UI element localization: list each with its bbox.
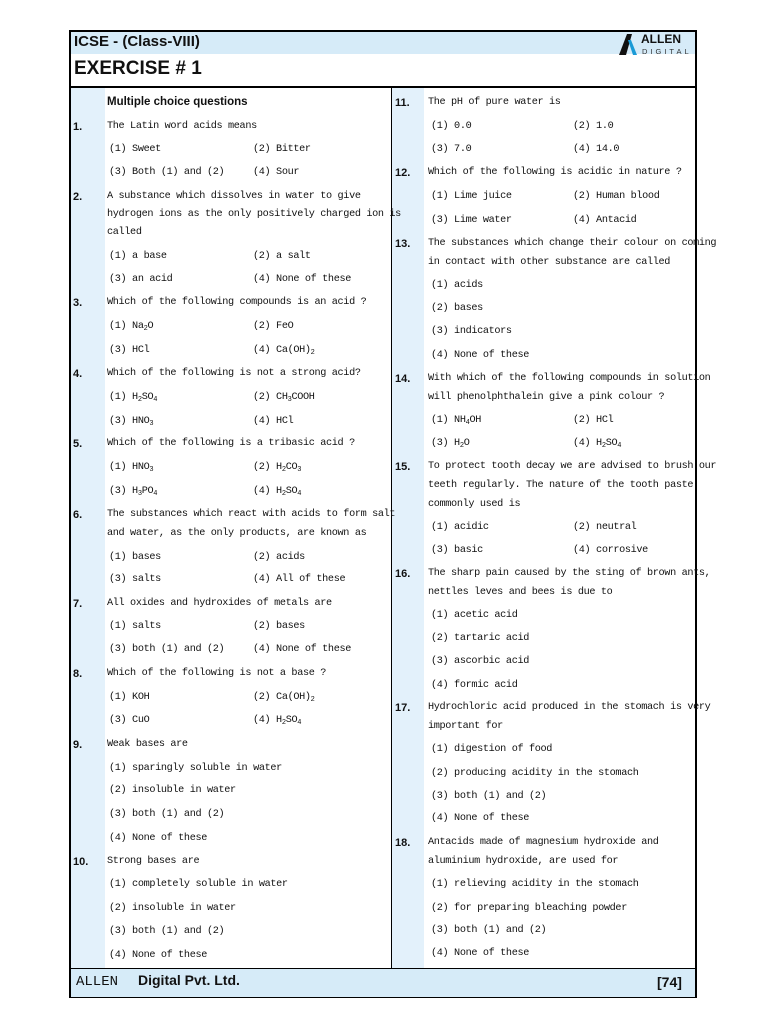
question-text: Which of the following is a tribasic acid ? <box>107 438 355 449</box>
answer-option: (2) HCl <box>573 415 614 426</box>
allen-digital-logo <box>618 31 696 57</box>
answer-option: (1) Lime juice <box>431 191 512 202</box>
question-text: To protect tooth decay we are advised to brush our <box>428 461 717 472</box>
question-text: will phenolphthalein give a pink colour ? <box>428 392 665 403</box>
question-text: called <box>107 227 142 238</box>
answer-option: (1) salts <box>109 621 161 632</box>
question-text: nettles leves and bees is due to <box>428 587 613 598</box>
answer-option: (3) both (1) and (2) <box>431 791 547 802</box>
question-text: important for <box>428 721 503 732</box>
answer-option: (2) tartaric acid <box>431 633 529 644</box>
question-text: teeth regularly. The nature of the tooth paste <box>428 480 694 491</box>
answer-option: (2) $H_2CO_3$ <box>253 462 302 474</box>
question-number: 13. <box>395 238 411 250</box>
answer-option: (2) $Ca(OH)_2$ <box>253 692 315 704</box>
answer-option: (2) a salt <box>253 251 311 262</box>
footer-company: Digital Pvt. Ltd. <box>138 972 240 988</box>
question-number: 7. <box>73 598 83 610</box>
footer-brand: ALLEN <box>76 974 119 990</box>
answer-option: (1) $Na_2O$ <box>109 321 154 333</box>
answer-option: (4) $Ca(OH)_2$ <box>253 345 315 357</box>
answer-option: (4) None of these <box>253 644 351 655</box>
answer-option: (4) corrosive <box>573 545 648 556</box>
answer-option: (3) CuO <box>109 715 150 726</box>
question-number: 6. <box>73 509 83 521</box>
question-text: With which of the following compounds in solution <box>428 373 711 384</box>
answer-option: (1) relieving acidity in the stomach <box>431 879 639 890</box>
answer-option: (4) Sour <box>253 167 300 178</box>
answer-option: (3) $HNO_3$ <box>109 416 154 428</box>
question-text: The pH of pure water is <box>428 97 561 108</box>
answer-option: (3) HCl <box>109 345 150 356</box>
logo-wordmark: ALLEN <box>641 32 681 46</box>
answer-option: (4) HCl <box>253 416 294 427</box>
answer-option: (2) insoluble in water <box>109 785 236 796</box>
answer-option: (4) None of these <box>253 274 351 285</box>
answer-option: (3) both (1) and (2) <box>431 925 547 936</box>
question-text: Weak bases are <box>107 739 188 750</box>
answer-option: (4) None of these <box>109 833 207 844</box>
answer-option: (3) both (1) and (2) <box>109 644 225 655</box>
question-text: The substances which change their colour on coming <box>428 238 717 249</box>
question-number: 4. <box>73 368 83 380</box>
question-text: commonly used is <box>428 499 521 510</box>
answer-option: (1) completely soluble in water <box>109 879 288 890</box>
answer-option: (3) $H_3PO_4$ <box>109 486 158 498</box>
question-text: Hydrochloric acid produced in the stomach is very <box>428 702 711 713</box>
answer-option: (4) None of these <box>109 950 207 961</box>
answer-option: (4) None of these <box>431 350 529 361</box>
answer-option: (3) 7.0 <box>431 144 472 155</box>
question-text: and water, as the only products, are known as <box>107 528 367 539</box>
answer-option: (4) $H_2SO_4$ <box>253 715 302 727</box>
answer-option: (1) digestion of food <box>431 744 553 755</box>
answer-option: (1) KOH <box>109 692 150 703</box>
question-number: 9. <box>73 739 83 751</box>
question-number: 8. <box>73 668 83 680</box>
question-number: 16. <box>395 568 411 580</box>
answer-option: (1) a base <box>109 251 167 262</box>
answer-option: (1) acidic <box>431 522 489 533</box>
answer-option: (3) $H_2O$ <box>431 438 470 450</box>
answer-option: (1) $H_2SO_4$ <box>109 392 158 404</box>
question-text: The sharp pain caused by the sting of brown ants, <box>428 568 711 579</box>
answer-option: (2) FeO <box>253 321 294 332</box>
question-number: 18. <box>395 837 411 849</box>
page-number: [74] <box>657 974 682 990</box>
question-text: The substances which react with acids to form salt <box>107 509 396 520</box>
answer-option: (4) None of these <box>431 813 529 824</box>
question-text: The Latin word acids means <box>107 121 257 132</box>
answer-option: (2) Bitter <box>253 144 311 155</box>
question-text: Which of the following compounds is an acid ? <box>107 297 367 308</box>
answer-option: (2) bases <box>431 303 483 314</box>
question-text: A substance which dissolves in water to give <box>107 191 361 202</box>
answer-option: (1) $NH_4OH$ <box>431 415 481 427</box>
answer-option: (1) sparingly soluble in water <box>109 763 282 774</box>
question-number: 17. <box>395 702 411 714</box>
question-number: 11. <box>395 97 410 109</box>
answer-option: (2) acids <box>253 552 305 563</box>
answer-option: (3) basic <box>431 545 483 556</box>
answer-option: (3) an acid <box>109 274 173 285</box>
answer-option: (1) Sweet <box>109 144 161 155</box>
answer-option: (4) $H_2SO_4$ <box>573 438 622 450</box>
answer-option: (3) both (1) and (2) <box>109 809 225 820</box>
question-text: Which of the following is not a strong acid? <box>107 368 361 379</box>
answer-option: (4) 14.0 <box>573 144 620 155</box>
question-number: 12. <box>395 167 411 179</box>
question-number: 3. <box>73 297 83 309</box>
question-text: Which of the following is not a base ? <box>107 668 327 679</box>
question-text: All oxides and hydroxides of metals are <box>107 598 332 609</box>
header-rule <box>71 86 695 88</box>
answer-option: (2) 1.0 <box>573 121 614 132</box>
question-text: aluminium hydroxide, are used for <box>428 856 619 867</box>
exercise-title: EXERCISE # 1 <box>74 58 202 79</box>
answer-option: (3) ascorbic acid <box>431 656 529 667</box>
question-text: hydrogen ions as the only positively charged ion is <box>107 209 401 220</box>
answer-option: (4) Antacid <box>573 215 637 226</box>
answer-option: (3) Lime water <box>431 215 512 226</box>
question-number: 2. <box>73 191 83 203</box>
answer-option: (1) $HNO_3$ <box>109 462 154 474</box>
answer-option: (4) All of these <box>253 574 346 585</box>
question-text: Which of the following is acidic in nature ? <box>428 167 682 178</box>
answer-option: (1) acetic acid <box>431 610 518 621</box>
answer-option: (2) producing acidity in the stomach <box>431 768 639 779</box>
answer-option: (4) formic acid <box>431 680 518 691</box>
answer-option: (2) Human blood <box>573 191 660 202</box>
header-title: ICSE - (Class-VIII) <box>74 33 200 50</box>
answer-option: (2) bases <box>253 621 305 632</box>
answer-option: (2) $CH_3COOH$ <box>253 392 315 404</box>
answer-option: (3) salts <box>109 574 161 585</box>
answer-option: (3) indicators <box>431 326 512 337</box>
answer-option: (1) 0.0 <box>431 121 472 132</box>
answer-option: (3) both (1) and (2) <box>109 926 225 937</box>
question-text: Antacids made of magnesium hydroxide and <box>428 837 659 848</box>
question-number: 1. <box>73 121 83 133</box>
question-number: 15. <box>395 461 411 473</box>
answer-option: (2) neutral <box>573 522 637 533</box>
answer-option: (4) None of these <box>431 948 529 959</box>
answer-option: (2) insoluble in water <box>109 903 236 914</box>
answer-option: (1) acids <box>431 280 483 291</box>
question-text: Strong bases are <box>107 856 200 867</box>
left-number-band <box>71 88 105 968</box>
answer-option: (2) for preparing bleaching powder <box>431 903 627 914</box>
answer-option: (3) Both (1) and (2) <box>109 167 225 178</box>
question-number: 10. <box>73 856 89 868</box>
answer-option: (1) bases <box>109 552 161 563</box>
question-number: 5. <box>73 438 83 450</box>
question-text: in contact with other substance are called <box>428 257 671 268</box>
answer-option: (4) $H_2SO_4$ <box>253 486 302 498</box>
section-title: Multiple choice questions <box>107 96 248 108</box>
logo-subword: DIGITAL <box>642 47 692 56</box>
question-number: 14. <box>395 373 411 385</box>
